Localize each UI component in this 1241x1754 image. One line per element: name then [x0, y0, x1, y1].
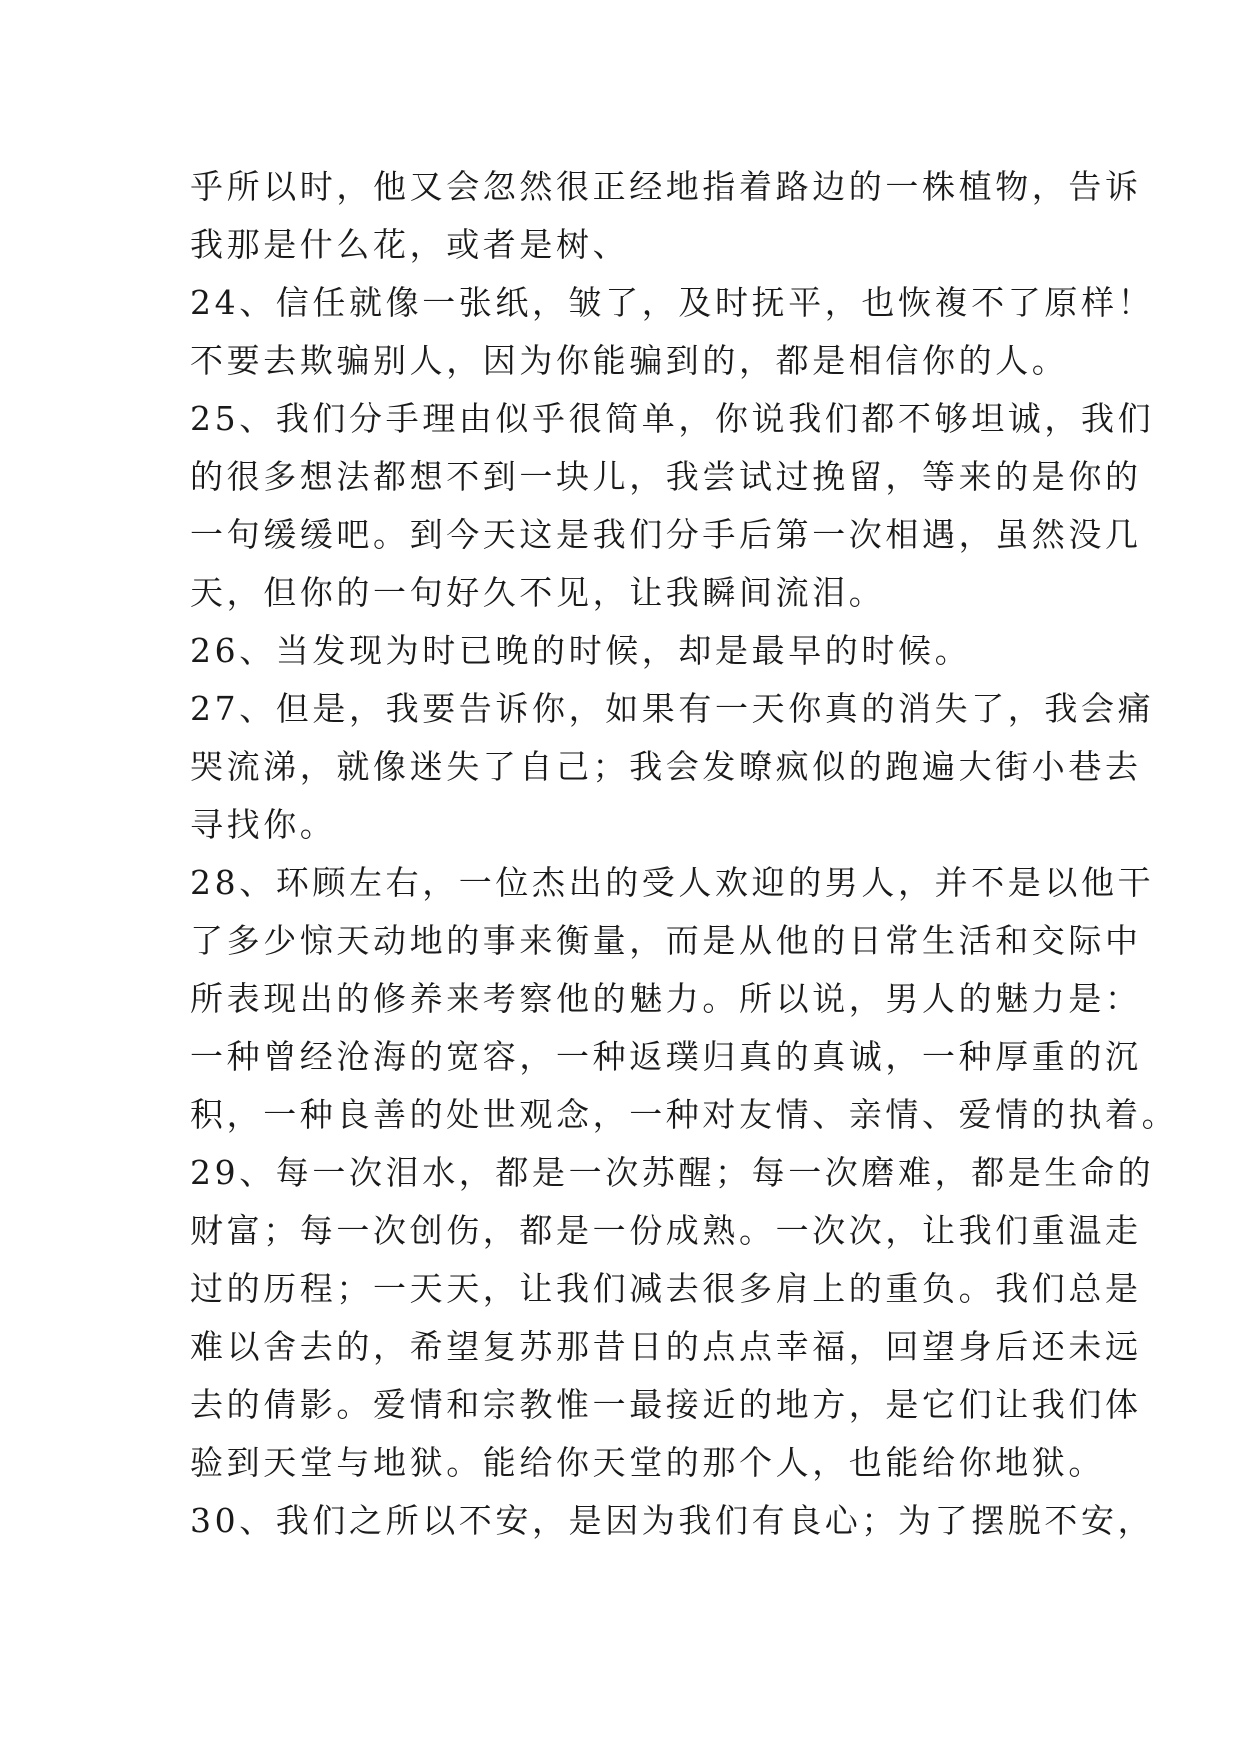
- text-line: 积，一种良善的处世观念，一种对友情、亲情、爱情的执着。: [190, 1095, 1179, 1134]
- text-line: 哭流涕，就像迷失了自己；我会发暸疯似的跑遍大街小巷去: [190, 747, 1142, 786]
- text-line: 天，但你的一句好久不见，让我瞬间流泪。: [190, 573, 886, 612]
- text-line: 了多少惊天动地的事来衡量，而是从他的日常生活和交际中: [190, 921, 1142, 960]
- text-line: 财富；每一次创伤，都是一份成熟。一次次，让我们重温走: [190, 1211, 1142, 1250]
- text-line: 28、环顾左右，一位杰出的受人欢迎的男人，并不是以他干: [190, 863, 1155, 902]
- text-line: 29、每一次泪水，都是一次苏醒；每一次磨难，都是生命的: [190, 1153, 1155, 1192]
- text-line: 的很多想法都想不到一块儿，我尝试过挽留，等来的是你的: [190, 457, 1142, 496]
- text-line: 所表现出的修养来考察他的魅力。所以说，男人的魅力是：: [190, 979, 1142, 1018]
- text-line: 一句缓缓吧。到今天这是我们分手后第一次相遇，虽然没几: [190, 515, 1142, 554]
- text-line: 一种曾经沧海的宽容，一种返璞归真的真诚，一种厚重的沉: [190, 1037, 1142, 1076]
- text-line: 26、当发现为时已晚的时候，却是最早的时候。: [190, 631, 972, 670]
- text-line: 乎所以时，他又会忽然很正经地指着路边的一株植物，告诉: [190, 167, 1142, 206]
- text-line: 24、信任就像一张纸，皱了，及时抚平，也恢複不了原样！: [190, 283, 1155, 322]
- body-text: [190, 158, 1179, 1550]
- text-line: 30、我们之所以不安，是因为我们有良心；为了摆脱不安，: [190, 1501, 1155, 1540]
- text-line: 难以舍去的，希望复苏那昔日的点点幸福，回望身后还未远: [190, 1327, 1142, 1366]
- text-line: 去的倩影。爱情和宗教惟一最接近的地方，是它们让我们体: [190, 1385, 1142, 1424]
- text-line: 25、我们分手理由似乎很简单，你说我们都不够坦诚，我们: [190, 399, 1155, 438]
- text-line: 验到天堂与地狱。能给你天堂的那个人，也能给你地狱。: [190, 1443, 1105, 1482]
- text-line: 我那是什么花，或者是树、: [190, 225, 630, 264]
- text-line: 过的历程；一天天，让我们减去很多肩上的重负。我们总是: [190, 1269, 1142, 1308]
- text-line: 27、但是，我要告诉你，如果有一天你真的消失了，我会痛: [190, 689, 1155, 728]
- text-line: 不要去欺骗别人，因为你能骗到的，都是相信你的人。: [190, 341, 1069, 380]
- text-line: 寻找你。: [190, 805, 337, 844]
